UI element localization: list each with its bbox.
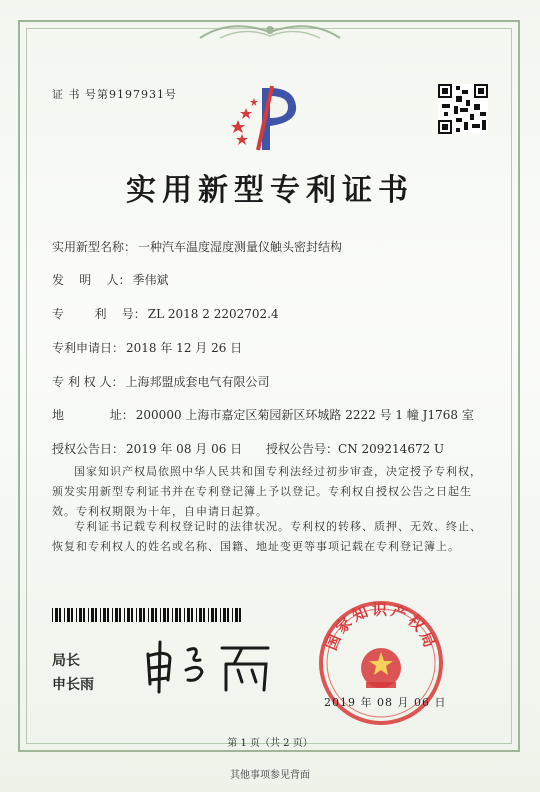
legal-status-paragraph: 专利证书记载专利权登记时的法律状况。专利权的转移、质押、无效、终止、恢复和专利权人的姓名或名称、国籍、地址变更等事项记载在专利登记簿上。 <box>52 520 482 553</box>
barcode-bar <box>107 608 109 622</box>
filing-date-row <box>52 339 242 356</box>
barcode-bar <box>172 608 173 622</box>
patent-number-row <box>52 305 279 322</box>
name-value: 一种汽车温度湿度测量仪触头密封结构 <box>138 240 343 254</box>
signatory-name: 申长雨 <box>52 677 94 693</box>
owner-label: 专 利 权 人： <box>52 375 124 389</box>
name-label: 实用新型名称： <box>52 240 137 254</box>
patent-label: 专 利 号： <box>52 307 146 321</box>
barcode-bar <box>215 608 217 622</box>
grant-date-label: 授权公告日： <box>52 442 125 456</box>
barcode-bar <box>227 608 229 622</box>
inventor-row <box>52 271 169 288</box>
barcode-bar <box>71 608 73 622</box>
address-value: 200000 上海市嘉定区菊园新区环城路 2222 号 1 幢 J1768 室 <box>135 408 474 422</box>
barcode-bar <box>223 608 226 622</box>
barcode-bar <box>59 608 61 622</box>
barcode-bar <box>124 608 125 622</box>
barcode-icon <box>52 608 242 622</box>
barcode-bar <box>160 608 161 622</box>
barcode-bar <box>79 608 82 622</box>
seal-text: 国家知识产权局 <box>322 600 440 653</box>
barcode-bar <box>211 608 214 622</box>
barcode-bar <box>151 608 154 622</box>
barcode-bar <box>143 608 145 622</box>
barcode-bar <box>64 608 65 622</box>
patent-value: ZL 2018 2 2202702.4 <box>147 307 279 321</box>
qr-code-icon <box>438 84 488 134</box>
ornament-icon <box>190 18 350 44</box>
barcode-bar <box>167 608 169 622</box>
barcode-bar <box>148 608 149 622</box>
barcode-bar <box>179 608 181 622</box>
barcode-bar <box>208 608 209 622</box>
barcode-bar <box>119 608 121 622</box>
barcode-bar <box>91 608 94 622</box>
barcode-bar <box>239 608 241 622</box>
barcode-bar <box>187 608 190 622</box>
barcode-bar <box>76 608 77 622</box>
barcode-bar <box>175 608 178 622</box>
filing-value: 2018 年 12 月 26 日 <box>126 341 243 355</box>
svg-text:国家知识产权局 <box>322 600 440 652</box>
address-label: 地 址： <box>52 408 134 422</box>
grant-date-value: 2019 年 08 月 06 日 <box>126 442 243 456</box>
barcode-bar <box>184 608 185 622</box>
barcode-bar <box>115 608 118 622</box>
signatory-title: 局长 <box>52 653 80 669</box>
certificate-number: 证 书 号第9197931号 <box>52 88 177 101</box>
barcode-bar <box>191 608 193 622</box>
cnipa-logo-icon <box>228 78 306 156</box>
address-row <box>52 406 474 423</box>
grant-number-row <box>266 440 444 457</box>
grant-statement-paragraph: 国家知识产权局依照中华人民共和国专利法经过初步审查，决定授予专利权，颁发实用新型专利证书并在专利登记簿上予以登记。专利权自授权公告之日起生效。专利权期限为十年，自申请日起算。 <box>52 465 482 518</box>
grant-no-value: CN 209214672 U <box>338 442 445 456</box>
filing-label: 专利申请日： <box>52 341 125 355</box>
barcode-bar <box>203 608 205 622</box>
barcode-bar <box>199 608 202 622</box>
owner-value: 上海邦盟成套电气有限公司 <box>125 375 270 389</box>
barcode-bar <box>103 608 106 622</box>
barcode-bar <box>220 608 221 622</box>
barcode-bar <box>88 608 89 622</box>
grant-no-label: 授权公告号： <box>266 442 339 456</box>
barcode-bar <box>163 608 166 622</box>
barcode-bar <box>95 608 97 622</box>
grant-date-row <box>52 440 242 457</box>
barcode-bar <box>136 608 137 622</box>
barcode-bar <box>52 608 53 622</box>
barcode-bar <box>131 608 133 622</box>
barcode-bar <box>112 608 113 622</box>
barcode-bar <box>55 608 58 622</box>
barcode-bar <box>127 608 130 622</box>
barcode-bar <box>100 608 101 622</box>
patentee-row <box>52 373 269 390</box>
page-number: 第 1 页（共 2 页） <box>227 738 313 749</box>
barcode-bar <box>139 608 142 622</box>
inventor-label: 发 明 人： <box>52 273 131 287</box>
utility-model-name-row <box>52 238 342 255</box>
certificate-title: 实用新型专利证书 <box>126 173 414 208</box>
footer-note: 其他事项参见背面 <box>230 770 310 781</box>
barcode-bar <box>235 608 238 622</box>
barcode-bar <box>196 608 197 622</box>
barcode-bar <box>232 608 233 622</box>
barcode-bar <box>83 608 85 622</box>
barcode-bar <box>155 608 157 622</box>
inventor-value: 季伟斌 <box>132 273 169 287</box>
barcode-bar <box>67 608 70 622</box>
handwritten-signature-icon <box>138 636 278 696</box>
seal-date: 2019 年 08 月 06 日 <box>324 696 447 709</box>
